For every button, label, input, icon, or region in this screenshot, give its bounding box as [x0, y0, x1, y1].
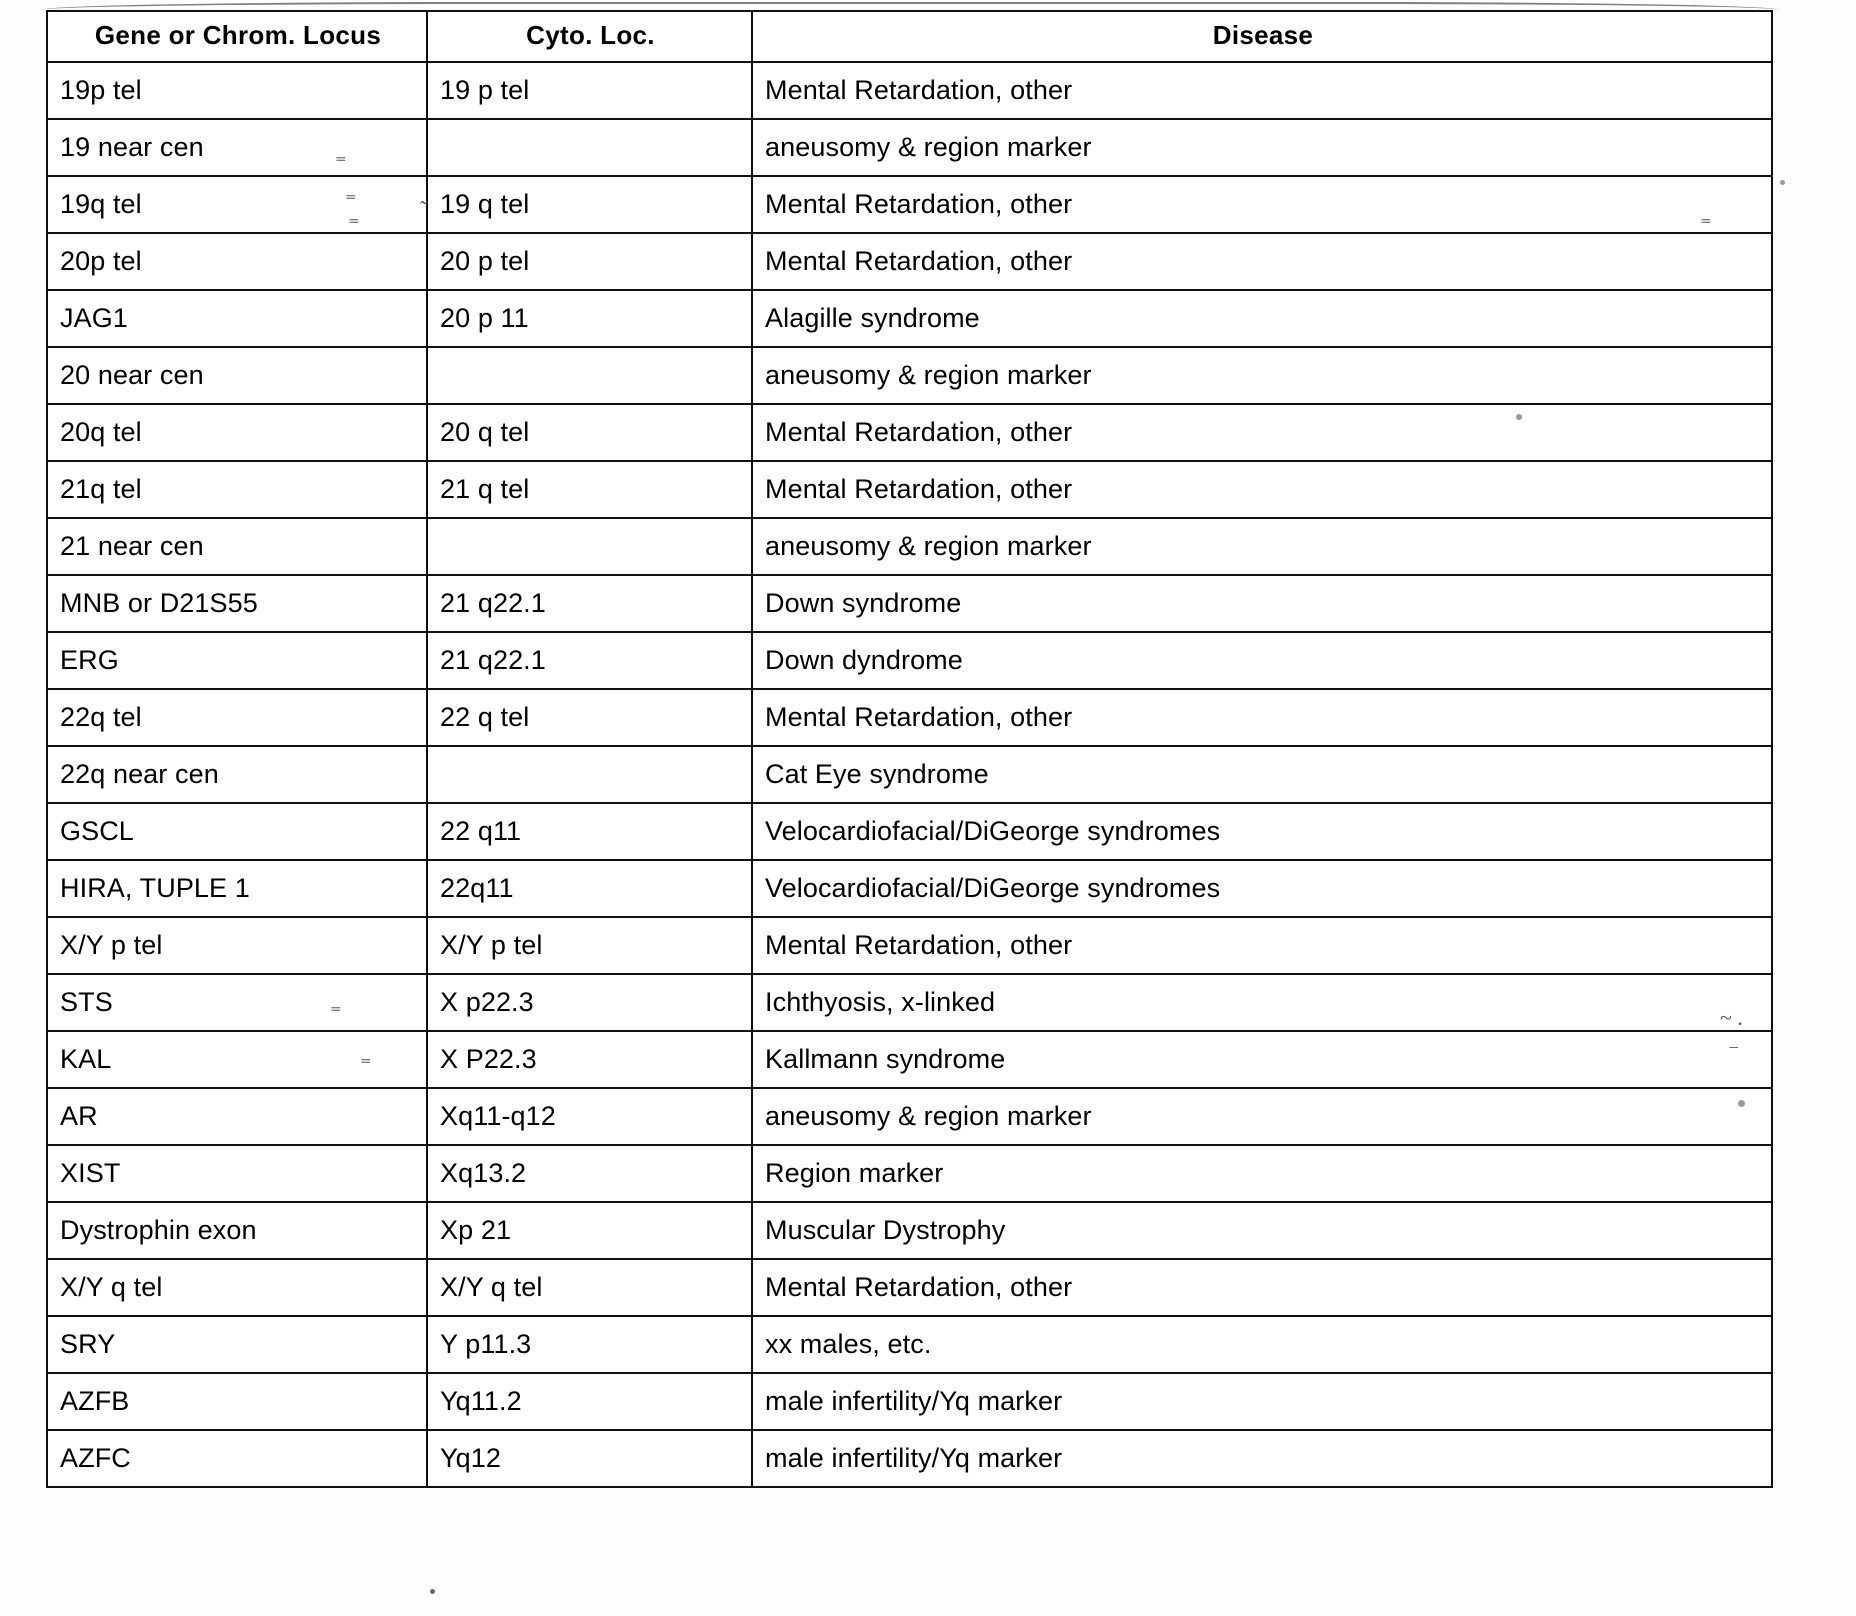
- cell-cyto-loc: 21 q22.1: [427, 632, 752, 689]
- cell-gene-locus: SRY: [47, 1316, 427, 1373]
- cell-disease: Alagille syndrome: [752, 290, 1772, 347]
- table-row: [47, 1145, 1772, 1202]
- table-row: [47, 1259, 1772, 1316]
- cell-disease: aneusomy & region marker: [752, 119, 1772, 176]
- gene-disease-table: [46, 10, 1773, 1488]
- table-row: [47, 62, 1772, 119]
- cell-disease: Mental Retardation, other: [752, 917, 1772, 974]
- table-body: [47, 62, 1772, 1487]
- cell-cyto-loc: Xp 21: [427, 1202, 752, 1259]
- column-header-gene-locus: Gene or Chrom. Locus: [47, 11, 427, 62]
- cell-gene-locus: 20q tel: [47, 404, 427, 461]
- table-row: [47, 233, 1772, 290]
- scan-artifact-mark: ‾: [1730, 1045, 1738, 1070]
- table-row: [47, 1031, 1772, 1088]
- cell-cyto-loc: Yq11.2: [427, 1373, 752, 1430]
- table-row: [47, 746, 1772, 803]
- cell-disease: Region marker: [752, 1145, 1772, 1202]
- cell-gene-locus: 19p tel: [47, 62, 427, 119]
- cell-gene-locus: 20p tel: [47, 233, 427, 290]
- cell-disease: Ichthyosis, x-linked: [752, 974, 1772, 1031]
- cell-gene-locus: 21 near cen: [47, 518, 427, 575]
- scan-artifact-speck: [1738, 1100, 1745, 1107]
- cell-disease: Down dyndrome: [752, 632, 1772, 689]
- cell-cyto-loc: [427, 518, 752, 575]
- cell-gene-locus: 22q tel: [47, 689, 427, 746]
- scan-artifact-mark: ~ .: [1720, 1005, 1743, 1030]
- cell-cyto-loc: Xq11-q12: [427, 1088, 752, 1145]
- cell-cyto-loc: 22 q11: [427, 803, 752, 860]
- cell-gene-locus: Dystrophin exon: [47, 1202, 427, 1259]
- cell-gene-locus: AR: [47, 1088, 427, 1145]
- table-row: [47, 689, 1772, 746]
- scan-artifact-mark: ⁼: [335, 150, 347, 175]
- scan-artifact-mark: ⁼: [360, 1052, 372, 1077]
- gene-disease-table-container: [46, 10, 1771, 1488]
- cell-gene-locus: AZFC: [47, 1430, 427, 1487]
- cell-cyto-loc: 20 p tel: [427, 233, 752, 290]
- cell-cyto-loc: X/Y p tel: [427, 917, 752, 974]
- table-row: [47, 347, 1772, 404]
- cell-cyto-loc: 22 q tel: [427, 689, 752, 746]
- cell-disease: Down syndrome: [752, 575, 1772, 632]
- table-row: [47, 860, 1772, 917]
- cell-gene-locus: 21q tel: [47, 461, 427, 518]
- cell-cyto-loc: 21 q tel: [427, 461, 752, 518]
- cell-gene-locus: X/Y p tel: [47, 917, 427, 974]
- table-row: [47, 632, 1772, 689]
- cell-gene-locus: 19 near cen: [47, 119, 427, 176]
- table-row: [47, 119, 1772, 176]
- table-row: [47, 1202, 1772, 1259]
- cell-cyto-loc: [427, 746, 752, 803]
- cell-disease: Mental Retardation, other: [752, 1259, 1772, 1316]
- cell-cyto-loc: 19 p tel: [427, 62, 752, 119]
- cell-cyto-loc: 21 q22.1: [427, 575, 752, 632]
- cell-cyto-loc: Y p11.3: [427, 1316, 752, 1373]
- cell-gene-locus: MNB or D21S55: [47, 575, 427, 632]
- scan-artifact-mark: ⁼: [348, 212, 360, 237]
- table-row: [47, 1430, 1772, 1487]
- cell-disease: Velocardiofacial/DiGeorge syndromes: [752, 860, 1772, 917]
- cell-gene-locus: ERG: [47, 632, 427, 689]
- cell-cyto-loc: 22q11: [427, 860, 752, 917]
- cell-gene-locus: AZFB: [47, 1373, 427, 1430]
- column-header-disease: Disease: [752, 11, 1772, 62]
- cell-disease: male infertility/Yq marker: [752, 1430, 1772, 1487]
- table-row: [47, 404, 1772, 461]
- cell-disease: xx males, etc.: [752, 1316, 1772, 1373]
- cell-disease: aneusomy & region marker: [752, 1088, 1772, 1145]
- cell-gene-locus: STS: [47, 974, 427, 1031]
- cell-cyto-loc: Xq13.2: [427, 1145, 752, 1202]
- cell-cyto-loc: 19 q tel: [427, 176, 752, 233]
- table-row: [47, 1373, 1772, 1430]
- table-row: [47, 461, 1772, 518]
- cell-cyto-loc: 20 q tel: [427, 404, 752, 461]
- scan-artifact-mark: ⁼: [345, 188, 357, 213]
- table-header-row: [47, 11, 1772, 62]
- cell-disease: Mental Retardation, other: [752, 233, 1772, 290]
- cell-disease: male infertility/Yq marker: [752, 1373, 1772, 1430]
- table-row: [47, 1088, 1772, 1145]
- cell-gene-locus: 19q tel: [47, 176, 427, 233]
- cell-gene-locus: GSCL: [47, 803, 427, 860]
- cell-disease: Mental Retardation, other: [752, 689, 1772, 746]
- cell-gene-locus: 20 near cen: [47, 347, 427, 404]
- scan-artifact-speck: [1516, 414, 1522, 420]
- cell-cyto-loc: [427, 119, 752, 176]
- cell-cyto-loc: [427, 347, 752, 404]
- cell-disease: Kallmann syndrome: [752, 1031, 1772, 1088]
- scan-artifact-mark: ⁼: [1700, 212, 1712, 237]
- cell-gene-locus: HIRA, TUPLE 1: [47, 860, 427, 917]
- table-row: [47, 974, 1772, 1031]
- table-row: [47, 518, 1772, 575]
- cell-disease: Mental Retardation, other: [752, 62, 1772, 119]
- cell-disease: Mental Retardation, other: [752, 176, 1772, 233]
- cell-gene-locus: XIST: [47, 1145, 427, 1202]
- cell-gene-locus: X/Y q tel: [47, 1259, 427, 1316]
- cell-cyto-loc: Yq12: [427, 1430, 752, 1487]
- scan-artifact-speck: [430, 1589, 435, 1594]
- scan-artifact-speck: [1780, 180, 1785, 185]
- cell-gene-locus: KAL: [47, 1031, 427, 1088]
- scan-artifact-mark: ⁼: [330, 1000, 342, 1025]
- cell-disease: Mental Retardation, other: [752, 461, 1772, 518]
- table-row: [47, 1316, 1772, 1373]
- cell-disease: aneusomy & region marker: [752, 518, 1772, 575]
- cell-gene-locus: 22q near cen: [47, 746, 427, 803]
- cell-gene-locus: JAG1: [47, 290, 427, 347]
- table-row: [47, 917, 1772, 974]
- cell-disease: Mental Retardation, other: [752, 404, 1772, 461]
- table-header: [47, 11, 1772, 62]
- table-row: [47, 176, 1772, 233]
- cell-cyto-loc: X P22.3: [427, 1031, 752, 1088]
- cell-disease: Cat Eye syndrome: [752, 746, 1772, 803]
- table-row: [47, 290, 1772, 347]
- cell-cyto-loc: 20 p 11: [427, 290, 752, 347]
- cell-disease: Muscular Dystrophy: [752, 1202, 1772, 1259]
- table-row: [47, 575, 1772, 632]
- cell-disease: aneusomy & region marker: [752, 347, 1772, 404]
- cell-disease: Velocardiofacial/DiGeorge syndromes: [752, 803, 1772, 860]
- table-row: [47, 803, 1772, 860]
- cell-cyto-loc: X/Y q tel: [427, 1259, 752, 1316]
- scan-artifact-mark: ˜: [420, 196, 428, 221]
- column-header-cyto-loc: Cyto. Loc.: [427, 11, 752, 62]
- cell-cyto-loc: X p22.3: [427, 974, 752, 1031]
